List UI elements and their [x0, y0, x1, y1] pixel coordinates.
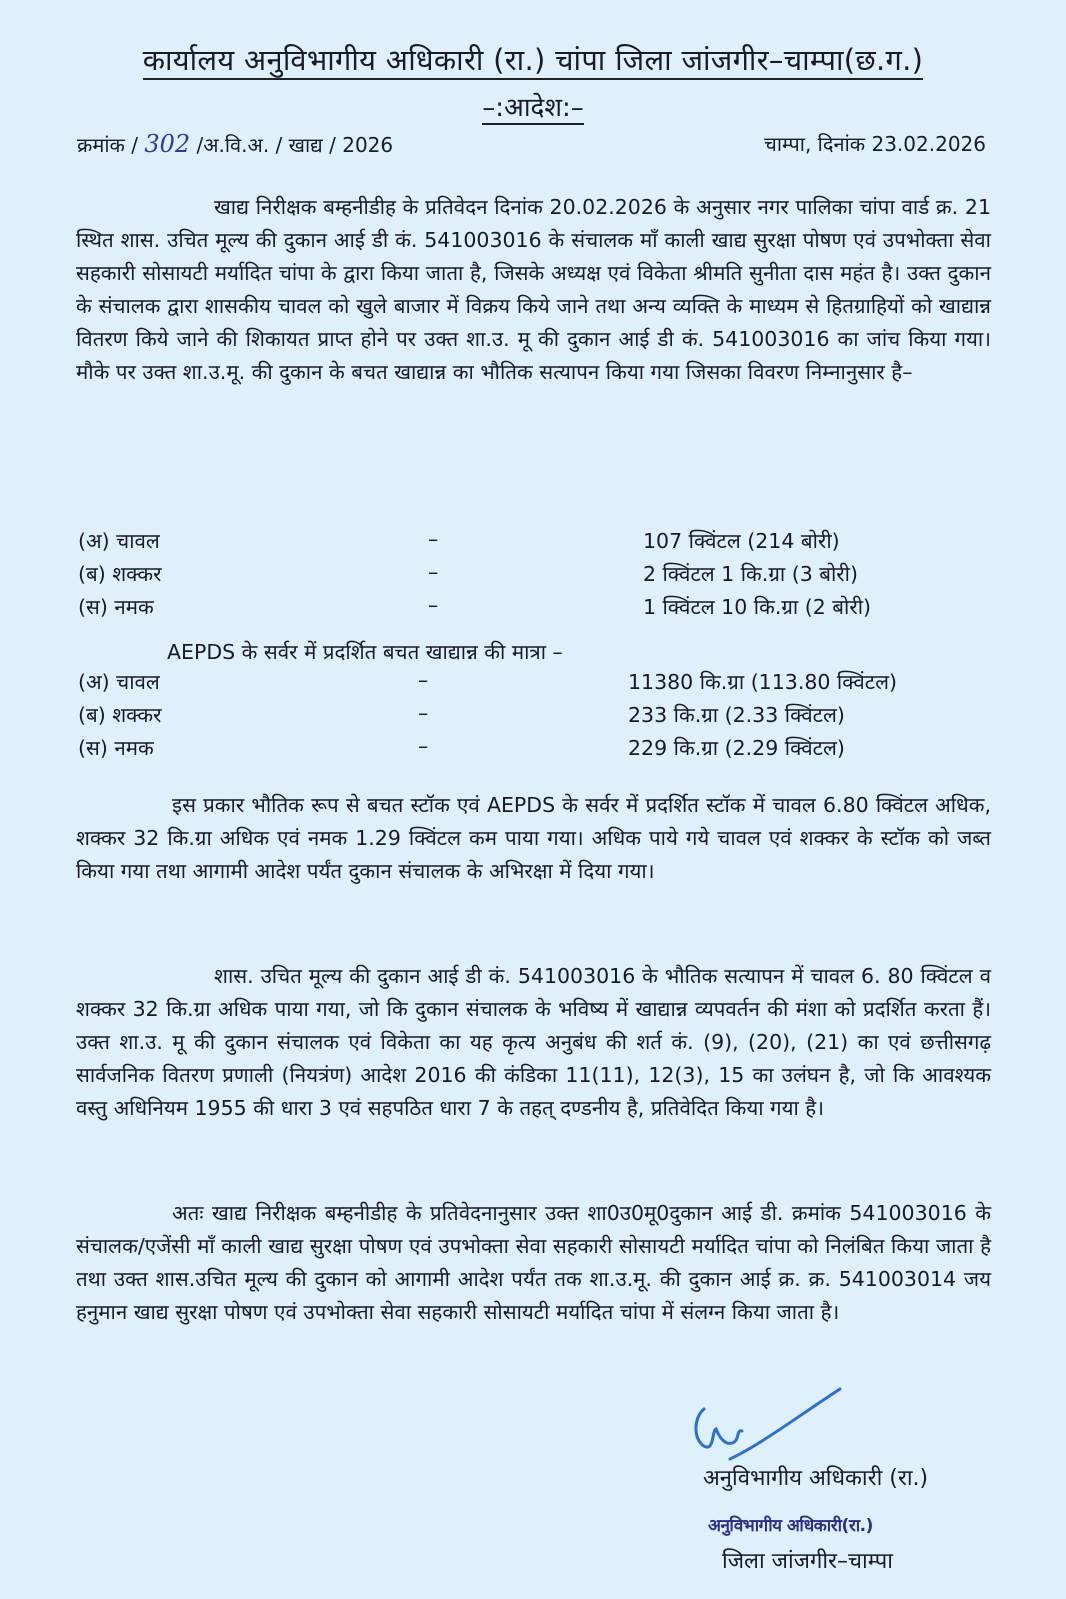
paragraph-1: खाद्य निरीक्षक बम्हनीडीह के प्रतिवेदन दिनांक 20.02.2026 के अनुसार नगर पालिका चांपा वार्ड क्र. 21 स्थित शास. उचित मूल्य की दुकान आई डी कं. 541003016 के संचालक माँ काली खाद्य सुरक्षा पोषण एवं उपभोक्ता सेवा सहकारी सोसायटी मर्यादित चांपा के द्वारा किया जाता है, जिसके अध्यक्ष एवं विकेता श्रीमति सुनीता दास महंत है। उक्त दुकान के संचालक द्वारा शासकीय चावल को खुले बाजार में विक्रय किये जाने तथा अन्य व्यक्ति के माध्यम से हितग्राहियों को खाद्यान्न वितरण किये जाने की शिकायत प्राप्त होने पर उक्त शा.उ. मू की दुकान आई डी कं. 541003016 का जांच किया गया। मौके पर उक्त शा.उ.मू. की दुकान के बचत खाद्यान्न का भौतिक सत्यापन किया गया जिसका विवरण निम्नानुसार है– — [76, 195, 991, 384]
server-stock-rice: (अ) चावल – 11380 कि.ग्रा (113.80 क्विंटल) — [78, 668, 898, 694]
reference-number: क्रमांक / 302 /अ.वि.अ. / खाद्य / 2026 — [77, 130, 394, 158]
server-stock-heading: AEPDS के सर्वर में प्रदर्शित बचत खाद्यान्न की मात्रा – — [167, 640, 563, 664]
signature-scribble — [690, 1385, 860, 1465]
order-heading: –:आदेश:– — [482, 93, 584, 123]
paragraph-3: शास. उचित मूल्य की दुकान आई डी कं. 541003016 के भौतिक सत्यापन में चावल 6. 80 क्विंटल व शक्कर 32 कि.ग्रा अधिक पाया गया, जो कि दुकान संचालक के भविष्य में खाद्यान्न व्यपवर्तन की मंशा को प्रदर्शित करता हैं। उक्त शा.उ. मू की दुकान संचालक एवं विकेता का यह कृत्य अनुबंध की शर्त कं. (9), (20), (21) का एवं छत्तीसगढ़ सार्वजनिक वितरण प्रणाली (नियत्रंण) आदेश 2016 की कंडिका 11(11), 12(3), 15 का उलंघन है, जो कि आवश्यक वस्तु अधिनियम 1955 की धारा 3 एवं सहपठित धारा 7 के तहत् दण्डनीय है, प्रतिवेदित किया गया है। — [76, 964, 991, 1120]
handwritten-number: 302 — [144, 130, 191, 158]
signatory-district: जिला जांजगीर–चाम्पा — [722, 1549, 893, 1574]
order-date: चाम्पा, दिनांक 23.02.2026 — [764, 132, 986, 156]
office-title: कार्यालय अनुविभागीय अधिकारी (रा.) चांपा जिला जांजगीर–चाम्पा(छ.ग.) — [0, 40, 1066, 79]
physical-stock-salt: (स) नमक – 1 क्विंटल 10 कि.ग्रा (2 बोरी) — [78, 593, 872, 619]
server-stock-sugar: (ब) शक्कर – 233 कि.ग्रा (2.33 क्विंटल) — [78, 701, 845, 727]
physical-stock-sugar: (ब) शक्कर – 2 क्विंटल 1 कि.ग्रा (3 बोरी) — [78, 560, 858, 586]
physical-stock-rice: (अ) चावल – 107 क्विंटल (214 बोरी) — [78, 527, 840, 553]
signatory-designation: अनुविभागीय अधिकारी (रा.) — [703, 1466, 929, 1491]
paragraph-2: इस प्रकार भौतिक रूप से बचत स्टॉक एवं AEPDS के सर्वर में प्रदर्शित स्टॉक में चावल 6.80 क्विंटल अधिक, शक्कर 32 कि.ग्रा अधिक एवं नमक 1.29 क्विंटल कम पाया गया। अधिक पाये गये चावल एवं शक्कर के स्टॉक को जब्त किया गया तथा आगामी आदेश पर्यंत दुकान संचालक के अभिरक्षा में दिया गया। — [76, 793, 991, 883]
official-stamp-text: अनुविभागीय अधिकारी(रा.) — [708, 1516, 873, 1536]
paragraph-4: अतः खाद्य निरीक्षक बम्हनीडीह के प्रतिवेदनानुसार उक्त शा0उ0मू0दुकान आई डी. क्रमांक 541003016 के संचालक/एजेंसी माँ काली खाद्य सुरक्षा पोषण एवं उपभोक्ता सेवा सहकारी सोसायटी मर्यादित चांपा को निलंबित किया जाता है तथा उक्त शास.उचित मूल्य की दुकान को आगामी आदेश पर्यंत तक शा.उ.मू. की दुकान आई क्र. क्र. 541003014 जय हनुमान खाद्य सुरक्षा पोषण एवं उपभोक्ता सेवा सहकारी सोसायटी मर्यादित चांपा में संलग्न किया जाता है। — [76, 1201, 991, 1324]
server-stock-salt: (स) नमक – 229 कि.ग्रा (2.29 क्विंटल) — [78, 734, 845, 760]
